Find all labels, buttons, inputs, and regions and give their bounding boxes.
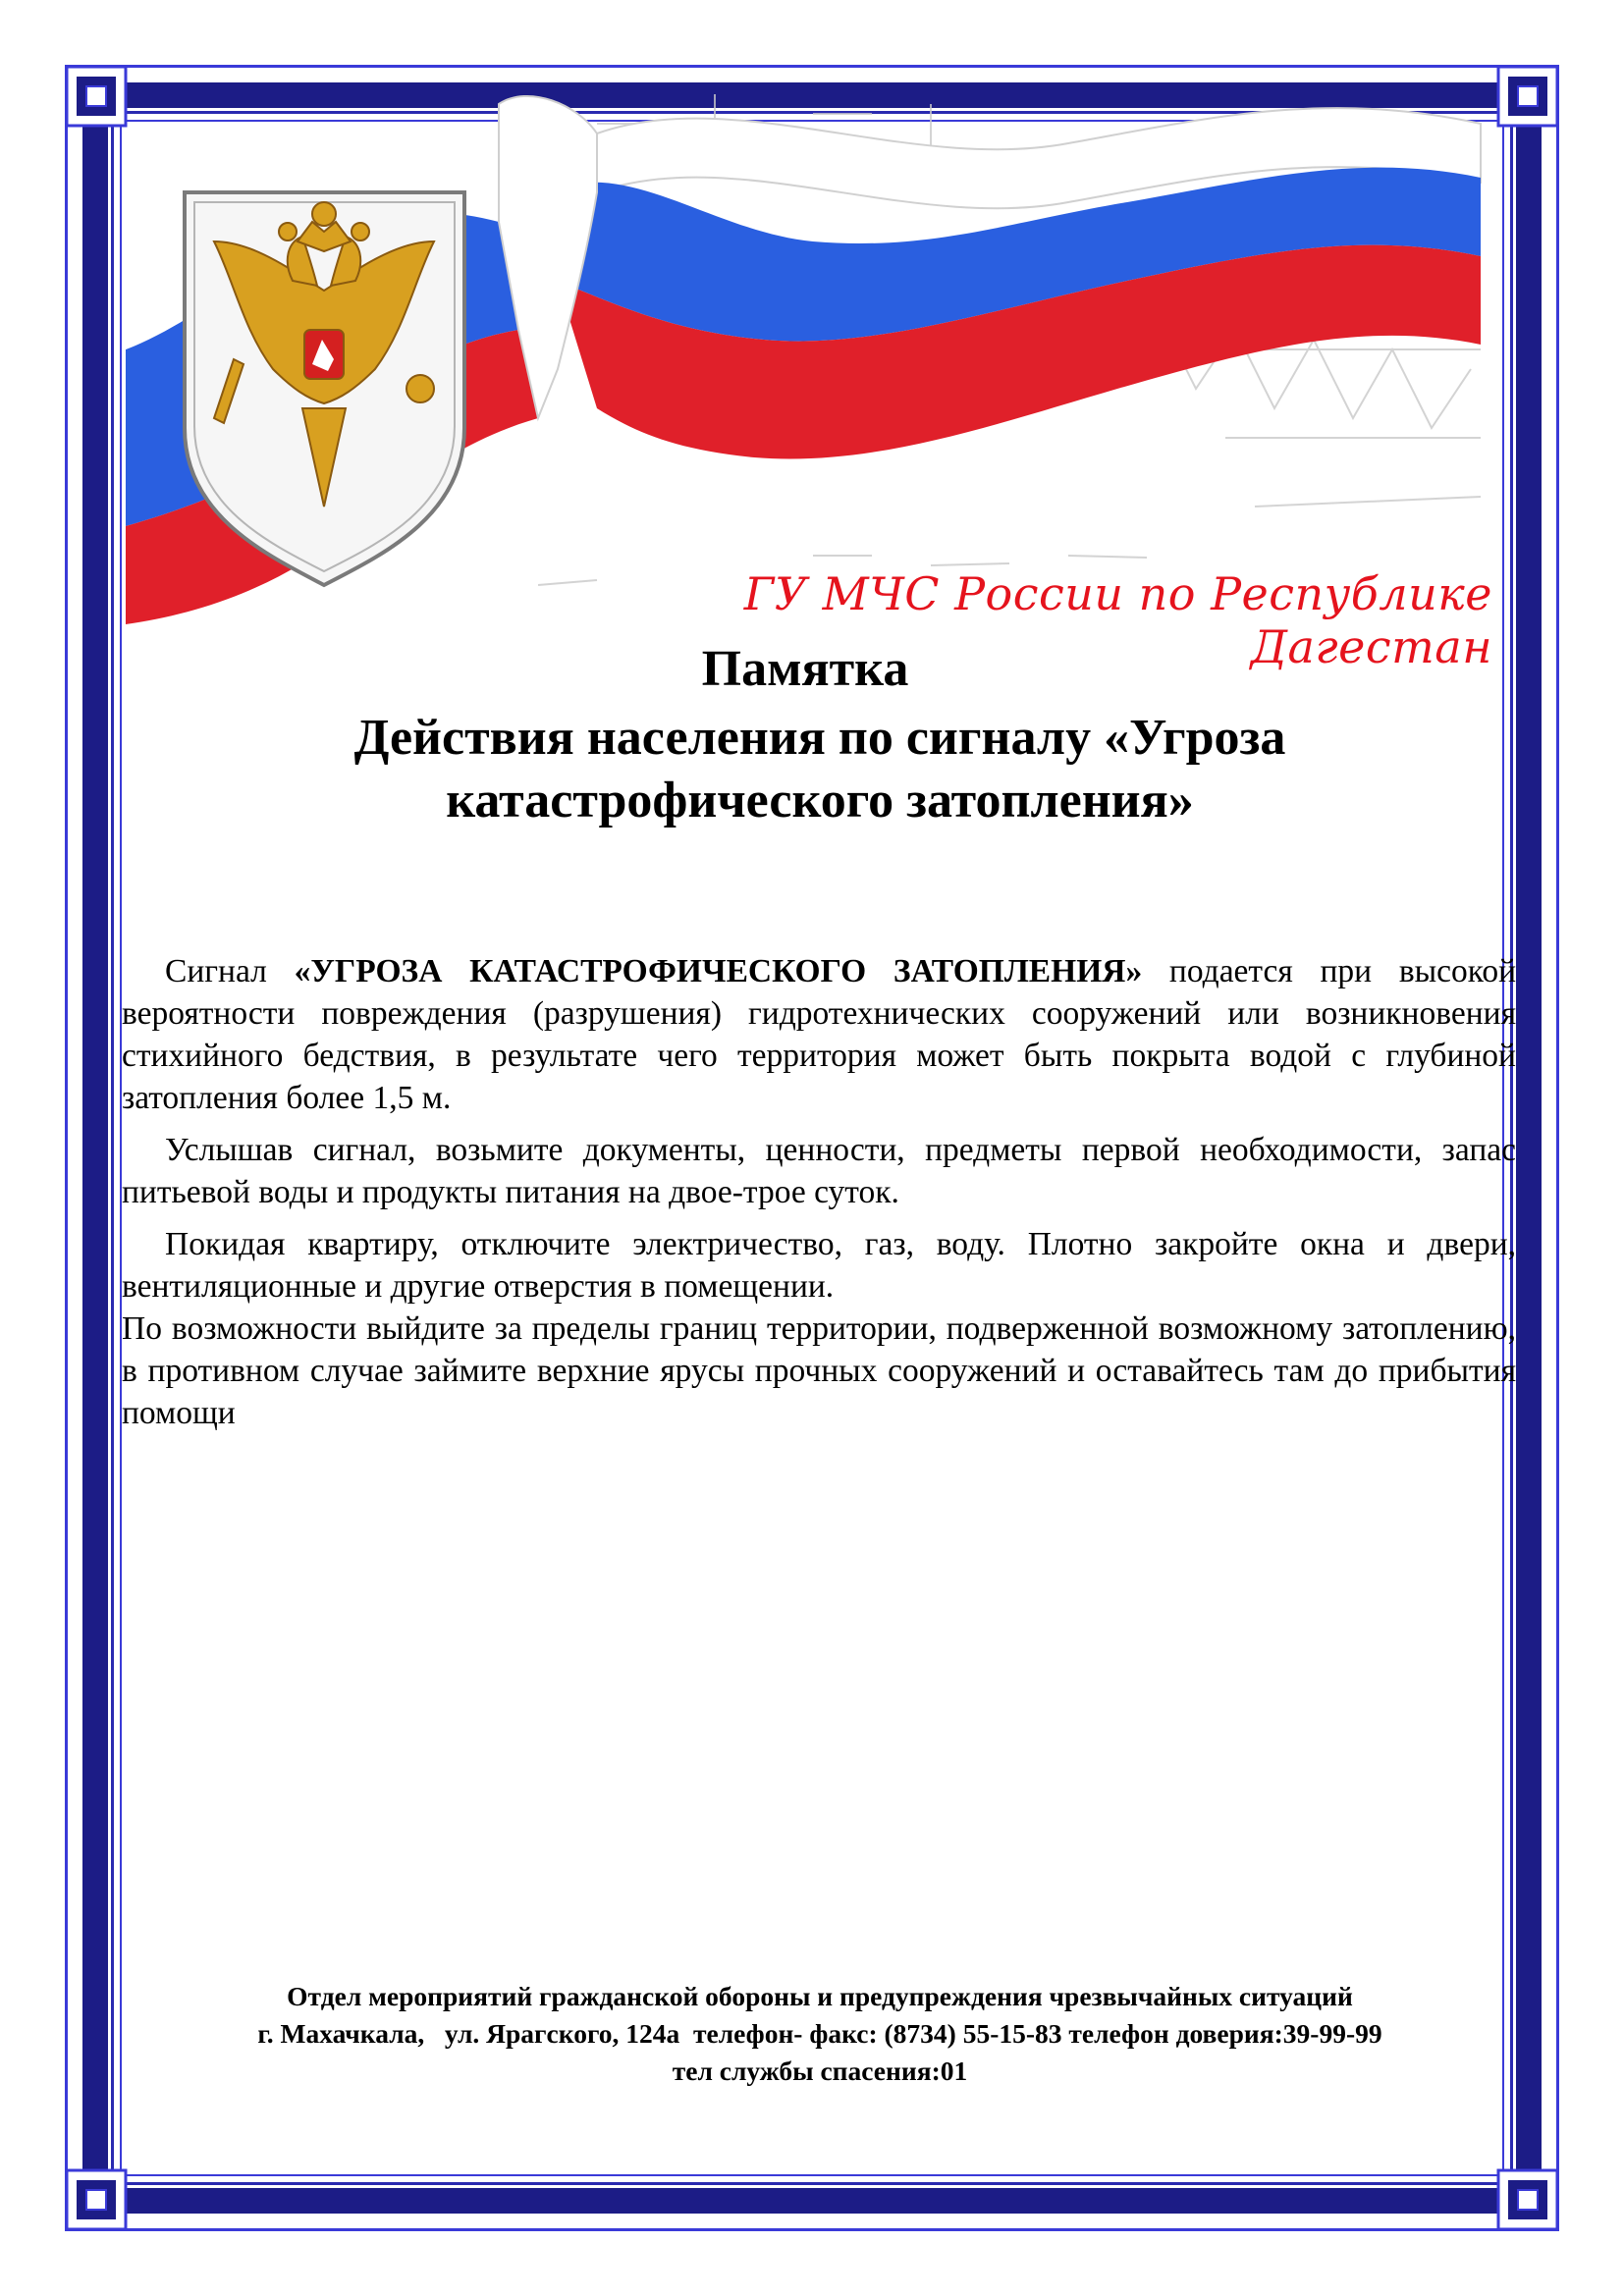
document-title: Памятка — [701, 641, 909, 697]
paragraph-leave-apartment: Покидая квартиру, отключите электричество, газ, воду. Плотно закройте окна и двери, вентиляционные и другие отверстия в помещении. — [122, 1226, 1516, 1305]
frame-corner-ornament — [65, 65, 128, 128]
organization-name: ГУ МЧС России по Республике Дагестан — [743, 567, 1492, 673]
russian-flag-icon — [126, 94, 1500, 624]
frame-corner-ornament — [1496, 2168, 1559, 2231]
frame-corner-ornament — [1496, 65, 1559, 128]
paragraph-signal-description — [122, 950, 1516, 1119]
footer-address-phones: г. Махачкала, ул. Ярагского, 124а телефон- факс: (8734) 55-15-83 телефон доверия:39-99-99 — [257, 2018, 1382, 2049]
paragraph-evacuate: По возможности выйдите за пределы границ территории, подверженной возможному затоплению, в противном случае займите верхние ярусы прочных сооружений и оставайтесь там до прибытия помощи — [122, 1310, 1516, 1431]
header-artwork — [126, 94, 1500, 624]
paragraph-text: Сигнал — [165, 953, 295, 989]
frame-corner-ornament — [65, 2168, 128, 2231]
memo-body — [122, 950, 1516, 1444]
paragraph-take-supplies: Услышав сигнал, возьмите документы, ценности, предметы первой необходимости, запас питьевой воды и продукты питания на двое-трое суток. — [122, 1132, 1516, 1210]
contact-footer — [118, 1978, 1522, 2090]
title-block — [147, 638, 1492, 832]
footer-department: Отдел мероприятий гражданской обороны и предупреждения чрезвычайных ситуаций — [287, 1981, 1353, 2011]
paragraph-text: подается при высокой вероятности повреждения (разрушения) гидротехнических сооружений или возникновения стихийного бедствия, в результате чего территория может быть покрыта водой с глубиной затопления более 1,5 м. — [122, 953, 1517, 1116]
document-subtitle: Действия населения по сигналу «Угроза катастрофического затопления» — [353, 710, 1286, 828]
signal-name: «УГРОЗА КАТАСТРОФИЧЕСКОГО ЗАТОПЛЕНИЯ» — [294, 953, 1143, 989]
footer-rescue-phone: тел службы спасения:01 — [672, 2056, 968, 2086]
